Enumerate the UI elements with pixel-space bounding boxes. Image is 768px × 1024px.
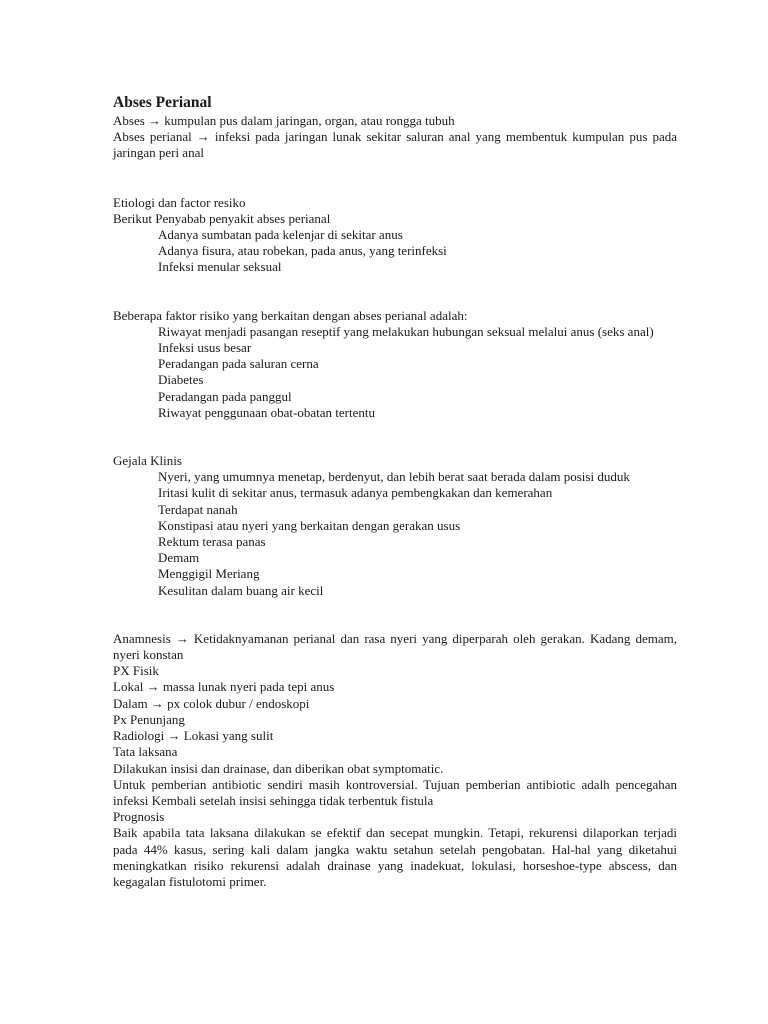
spacer bbox=[113, 421, 677, 453]
tata-laksana-text: Dilakukan insisi dan drainase, dan diberikan obat symptomatic. bbox=[113, 760, 444, 776]
faktor-risiko-item: Infeksi usus besar bbox=[158, 340, 252, 356]
gejala-item: Konstipasi atau nyeri yang berkaitan dengan gerakan usus bbox=[158, 517, 461, 533]
faktor-risiko-item: Riwayat menjadi pasangan reseptif yang melakukan hubungan seksual melalui anus (seks anal) bbox=[158, 323, 654, 339]
gejala-item: Terdapat nanah bbox=[158, 501, 238, 517]
spacer bbox=[113, 599, 677, 631]
tata-laksana-heading: Tata laksana bbox=[113, 744, 178, 760]
tata-laksana-text: Untuk pemberian antibiotic sendiri masih kontroversial. Tujuan pemberian antibiotic adalh pencegahan infeksi Kembali setelah insisi sehingga tidak terbentuk fistula bbox=[113, 776, 677, 808]
etiologi-intro: Berikut Penyabab penyakit abses perianal bbox=[113, 210, 331, 226]
spacer bbox=[113, 276, 677, 308]
gejala-item: Rektum terasa panas bbox=[158, 534, 266, 550]
px-fisik-heading: PX Fisik bbox=[113, 663, 159, 679]
prognosis-heading: Prognosis bbox=[113, 809, 165, 825]
document-title: Abses Perianal bbox=[113, 94, 212, 111]
px-penunjang-heading: Px Penunjang bbox=[113, 711, 185, 727]
gejala-item: Kesulitan dalam buang air kecil bbox=[158, 582, 324, 598]
spacer bbox=[113, 162, 677, 195]
gejala-item: Demam bbox=[158, 550, 200, 566]
gejala-item: Nyeri, yang umumnya menetap, berdenyut, dan lebih berat saat berada dalam posisi duduk bbox=[158, 469, 630, 485]
definition-abses: Abses → kumpulan pus dalam jaringan, organ, atau rongga tubuh bbox=[113, 113, 455, 128]
etiologi-item: Infeksi menular seksual bbox=[158, 259, 282, 275]
faktor-risiko-intro: Beberapa faktor risiko yang berkaitan dengan abses perianal adalah: bbox=[113, 307, 468, 323]
anamnesis-text: Anamnesis → Ketidaknyamanan perianal dan rasa nyeri yang diperparah oleh gerakan. Kadang demam, nyeri konstan bbox=[113, 630, 677, 663]
document-page bbox=[113, 93, 677, 890]
px-fisik-lokal: Lokal → massa lunak nyeri pada tepi anus bbox=[113, 679, 335, 695]
faktor-risiko-item: Peradangan pada saluran cerna bbox=[158, 356, 319, 372]
etiologi-heading: Etiologi dan factor resiko bbox=[113, 194, 246, 210]
prognosis-text: Baik apabila tata laksana dilakukan se efektif dan secepat mungkin. Tetapi, rekurensi dilaporkan terjadi pada 44% kasus, sering kali dalam jangka waktu setahun setelah pengobatan. Hal-hal yang diketahui meningkatkan risiko rekurensi adalah drainase yang inadekuat, lokulasi, horseshoe-type abscess, dan kegagalan fistulotomi primer. bbox=[113, 825, 677, 889]
gejala-item: Iritasi kulit di sekitar anus, termasuk adanya pembengkakan dan kemerahan bbox=[158, 485, 553, 501]
gejala-item: Menggigil Meriang bbox=[158, 566, 260, 582]
etiologi-item: Adanya sumbatan pada kelenjar di sekitar anus bbox=[158, 227, 403, 243]
px-penunjang-radiologi: Radiologi → Lokasi yang sulit bbox=[113, 728, 274, 744]
definition-abses-perianal: Abses perianal → infeksi pada jaringan lunak sekitar saluran anal yang membentuk kumpulan pus pada jaringan peri anal bbox=[113, 129, 677, 161]
faktor-risiko-item: Diabetes bbox=[158, 372, 204, 388]
faktor-risiko-item: Riwayat penggunaan obat-obatan tertentu bbox=[158, 404, 375, 420]
etiologi-item: Adanya fisura, atau robekan, pada anus, yang terinfeksi bbox=[158, 243, 447, 259]
gejala-heading: Gejala Klinis bbox=[113, 453, 182, 469]
faktor-risiko-item: Peradangan pada panggul bbox=[158, 388, 292, 404]
px-fisik-dalam: Dalam → px colok dubur / endoskopi bbox=[113, 695, 310, 711]
